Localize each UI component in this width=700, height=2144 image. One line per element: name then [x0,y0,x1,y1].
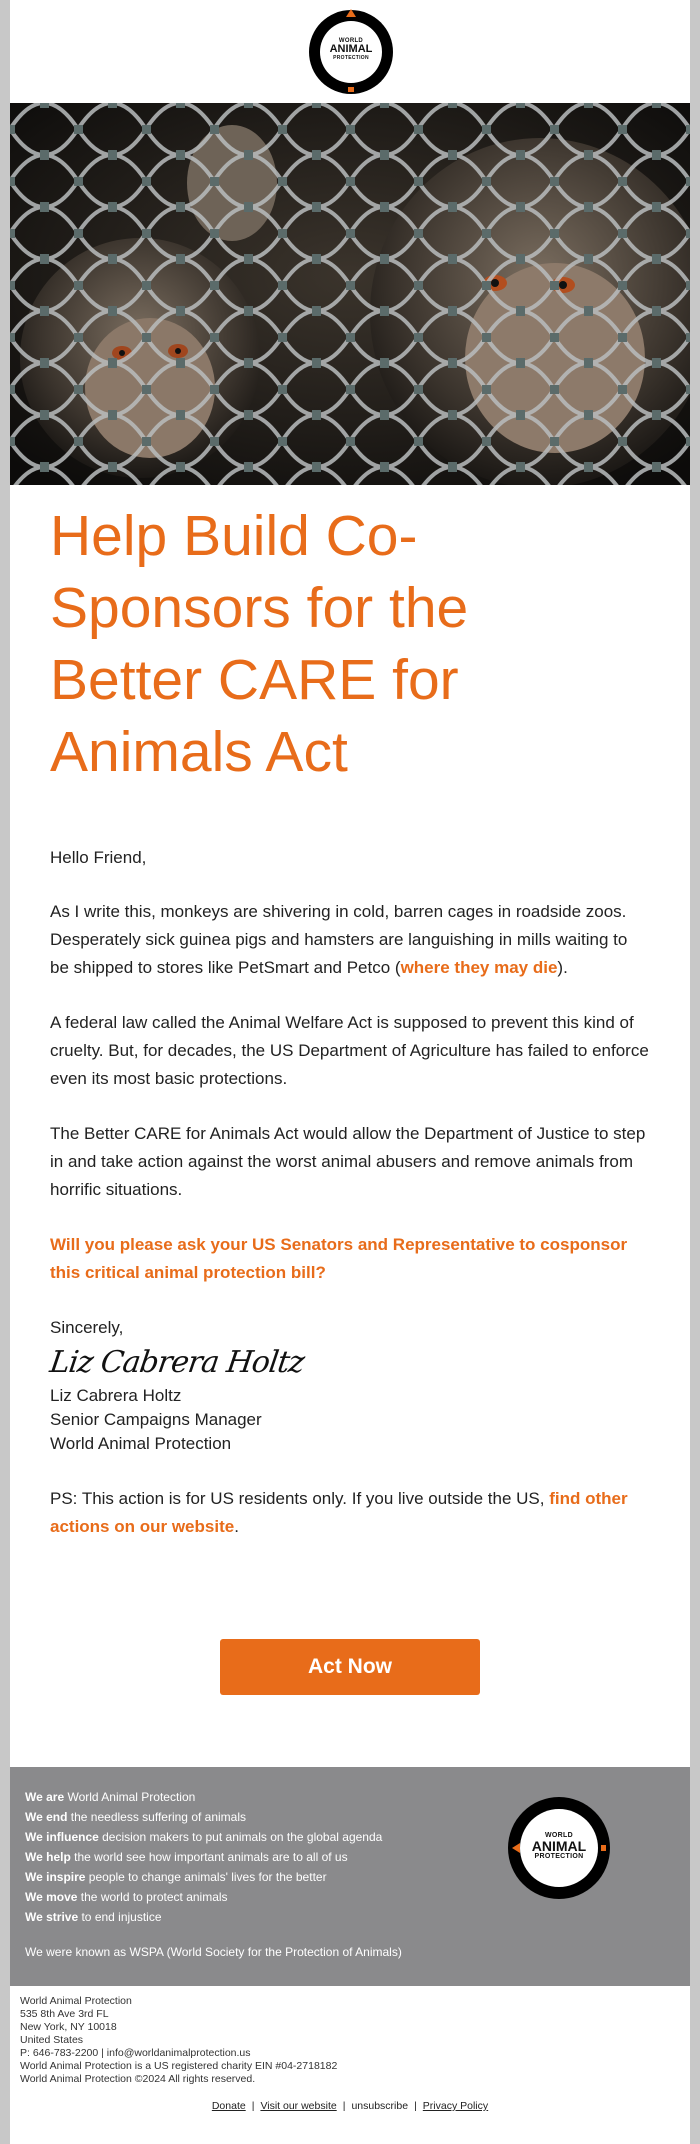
postscript [50,1485,650,1541]
paragraph-2: A federal law called the Animal Welfare Act is supposed to prevent this kind of cruelty. But, for decades, the US Department of Agriculture has failed to enforce even its most basic protections. [50,1013,649,1088]
postscript-text: PS: This action is for US residents only. If you live outside the US, [50,1489,550,1508]
mission-item: We influence decision makers to put animals on the global agenda [25,1830,383,1844]
email-body [47,500,650,1541]
address-line: New York, NY 10018 [20,2021,117,2033]
charity-line: World Animal Protection is a US registered charity EIN #04-2718182 [20,2060,338,2072]
postscript-end: . [234,1517,239,1536]
paragraph-1 [50,898,650,982]
link-separator: | [251,2100,255,2112]
act-now-button[interactable]: Act Now [220,1639,480,1695]
greeting: Hello Friend, [50,848,147,867]
mission-list [25,1787,465,1927]
logo-triangle-icon [346,9,356,17]
mission-item: We help the world see how important animals are to all of us [25,1850,348,1864]
copyright-line: World Animal Protection ©2024 All rights reserved. [20,2073,256,2085]
signer-org: World Animal Protection [50,1434,232,1453]
mission-item: We are World Animal Protection [25,1790,196,1804]
footer-logo-text-protection: PROTECTION [534,1853,584,1860]
visit-website-link[interactable]: Visit our website [260,2100,337,2112]
link-separator: | [342,2100,346,2112]
world-animal-protection-logo[interactable] [309,10,393,94]
donate-link[interactable]: Donate [211,2100,246,2112]
footer-logo[interactable] [508,1797,610,1899]
find-other-actions-link[interactable]: find other actions on our website [50,1489,628,1536]
footer-logo-text-animal: ANIMAL [531,1838,587,1854]
paragraph-1-end: ). [557,958,568,977]
address-line: World Animal Protection [20,1995,132,2007]
logo-accent-icon [348,87,354,92]
headline: Help Build Co-Sponsors for the Better CARE for Animals Act [50,504,469,784]
paragraph-1-text: As I write this, monkeys are shivering in cold, barren cages in roadside zoos. Desperately sick guinea pigs and hamsters are languishing in mills waiting to be shipped to stores like PetSmart and Petco ( [50,902,628,977]
signer-name: Liz Cabrera Holtz [50,1386,182,1405]
footer-logo-triangle-icon [512,1843,520,1853]
email-container [10,0,690,2144]
hero-image[interactable] [10,103,690,485]
unsubscribe-link[interactable]: unsubscribe [351,2100,409,2112]
footer-links [10,2100,690,2112]
link-separator: | [414,2100,417,2112]
privacy-policy-link[interactable]: Privacy Policy [422,2100,489,2112]
closing: Sincerely, [50,1318,124,1337]
signer-title: Senior Campaigns Manager [50,1410,262,1429]
logo-text-protection: PROTECTION [333,55,369,61]
call-to-action-text: Will you please ask your US Senators and Representative to cosponsor this critical animal protection bill? [50,1235,628,1282]
address-line: 535 8th Ave 3rd FL [20,2008,109,2020]
mission-item: We move the world to protect animals [25,1890,228,1904]
header [10,0,690,103]
logo-text-world: WORLD [338,38,364,44]
postal-address [20,1995,337,2086]
mission-item: We inspire people to change animals' lives for the better [25,1870,327,1884]
paragraph-3: The Better CARE for Animals Act would allow the Department of Justice to step in and take action against the worst animal abusers and remove animals from horrific situations. [50,1124,646,1199]
address-line: United States [20,2034,84,2046]
footer-logo-accent-icon [601,1845,606,1851]
where-they-may-die-link[interactable]: where they may die [400,958,558,977]
formerly-known-as: We were known as WSPA (World Society for the Protection of Animals) [25,1945,402,1959]
monkeys-behind-wire-mesh-photo-icon [10,103,690,485]
contact-line: P: 646-783-2200 | info@worldanimalprotection.us [20,2047,251,2059]
mission-item: We end the needless suffering of animals [25,1810,247,1824]
mission-footer [10,1767,690,1986]
handwritten-signature: Liz Cabrera Holtz [47,1345,306,1380]
mission-item: We strive to end injustice [25,1910,162,1924]
logo-text-animal: ANIMAL [329,43,373,55]
footer-logo-text-world: WORLD [545,1832,573,1839]
